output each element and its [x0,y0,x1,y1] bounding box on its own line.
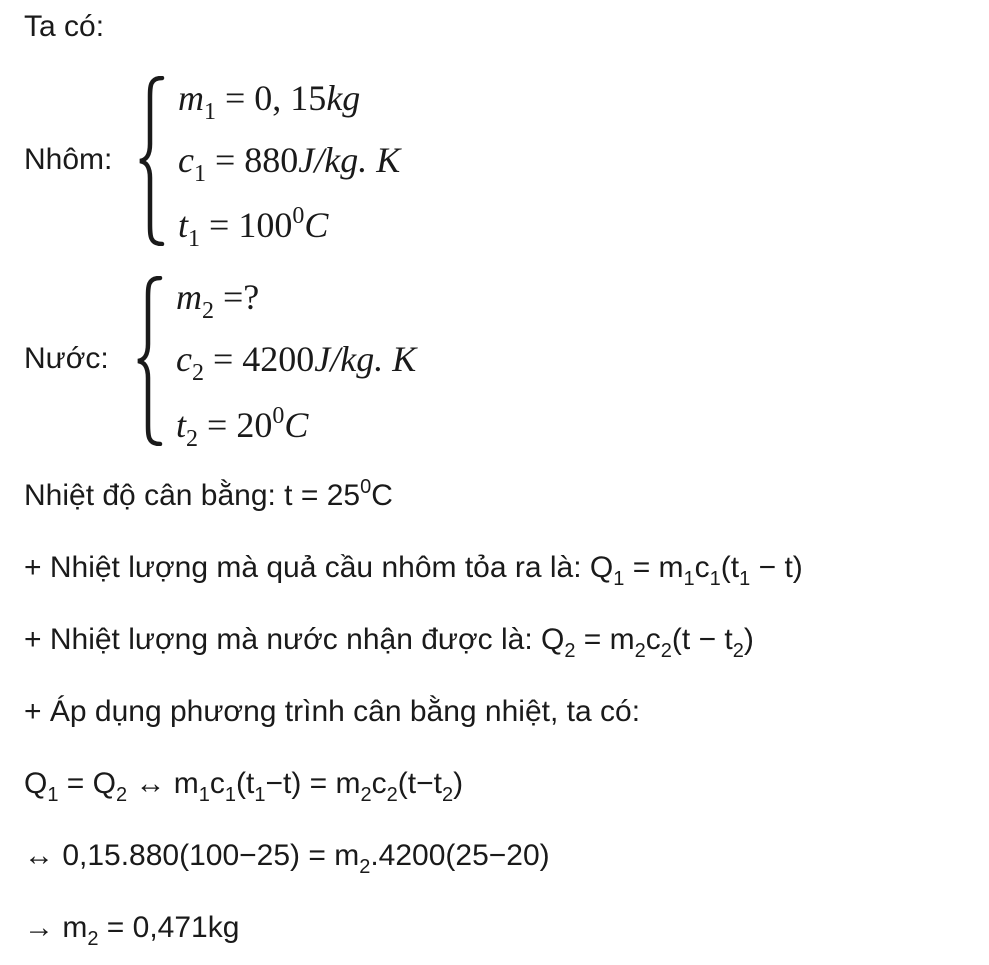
water-temperature: $t_2 = 20^0C$ [176,403,309,452]
left-brace-icon [136,276,166,446]
water-label: Nước: [24,342,109,375]
heat-released-line: + Nhiệt lượng mà quả cầu nhôm tỏa ra là: $Q_1 = m_1c_1(t_1 - t)$ [24,551,803,590]
aluminum-temperature: $t_1 = 100^0C$ [178,203,329,252]
intro-text: Ta có: [24,10,105,43]
calculation-line: ↔ $0,15.880(100-25) = m_2.4200(25-20)$ [24,839,550,878]
left-brace-icon [138,76,168,246]
aluminum-label: Nhôm: [24,143,113,176]
apply-equation-text: + Áp dụng phương trình cân bằng nhiệt, ta có: [24,695,641,728]
aluminum-specific-heat: $c_1 = 880J/kg$. K [178,140,401,187]
balance-equation: $Q_1 = Q_2$ ↔ $m_1c_1(t_1-t) = m_2c_2(t-t_2)$ [24,767,464,806]
equilibrium-temperature: Nhiệt độ cân bằng: $t = 25^0C$ [24,476,393,512]
result-line: → $m_2 = 0,471kg$ [24,911,240,950]
water-mass: $m_2$ =? [176,277,260,324]
heat-absorbed-line: + Nhiệt lượng mà nước nhận được là: $Q_2 = m_2c_2(t - t_2)$ [24,623,754,662]
water-specific-heat: $c_2 = 4200J/kg$. K [176,339,417,386]
aluminum-mass: $m_1 = 0$, 15kg [178,78,361,125]
